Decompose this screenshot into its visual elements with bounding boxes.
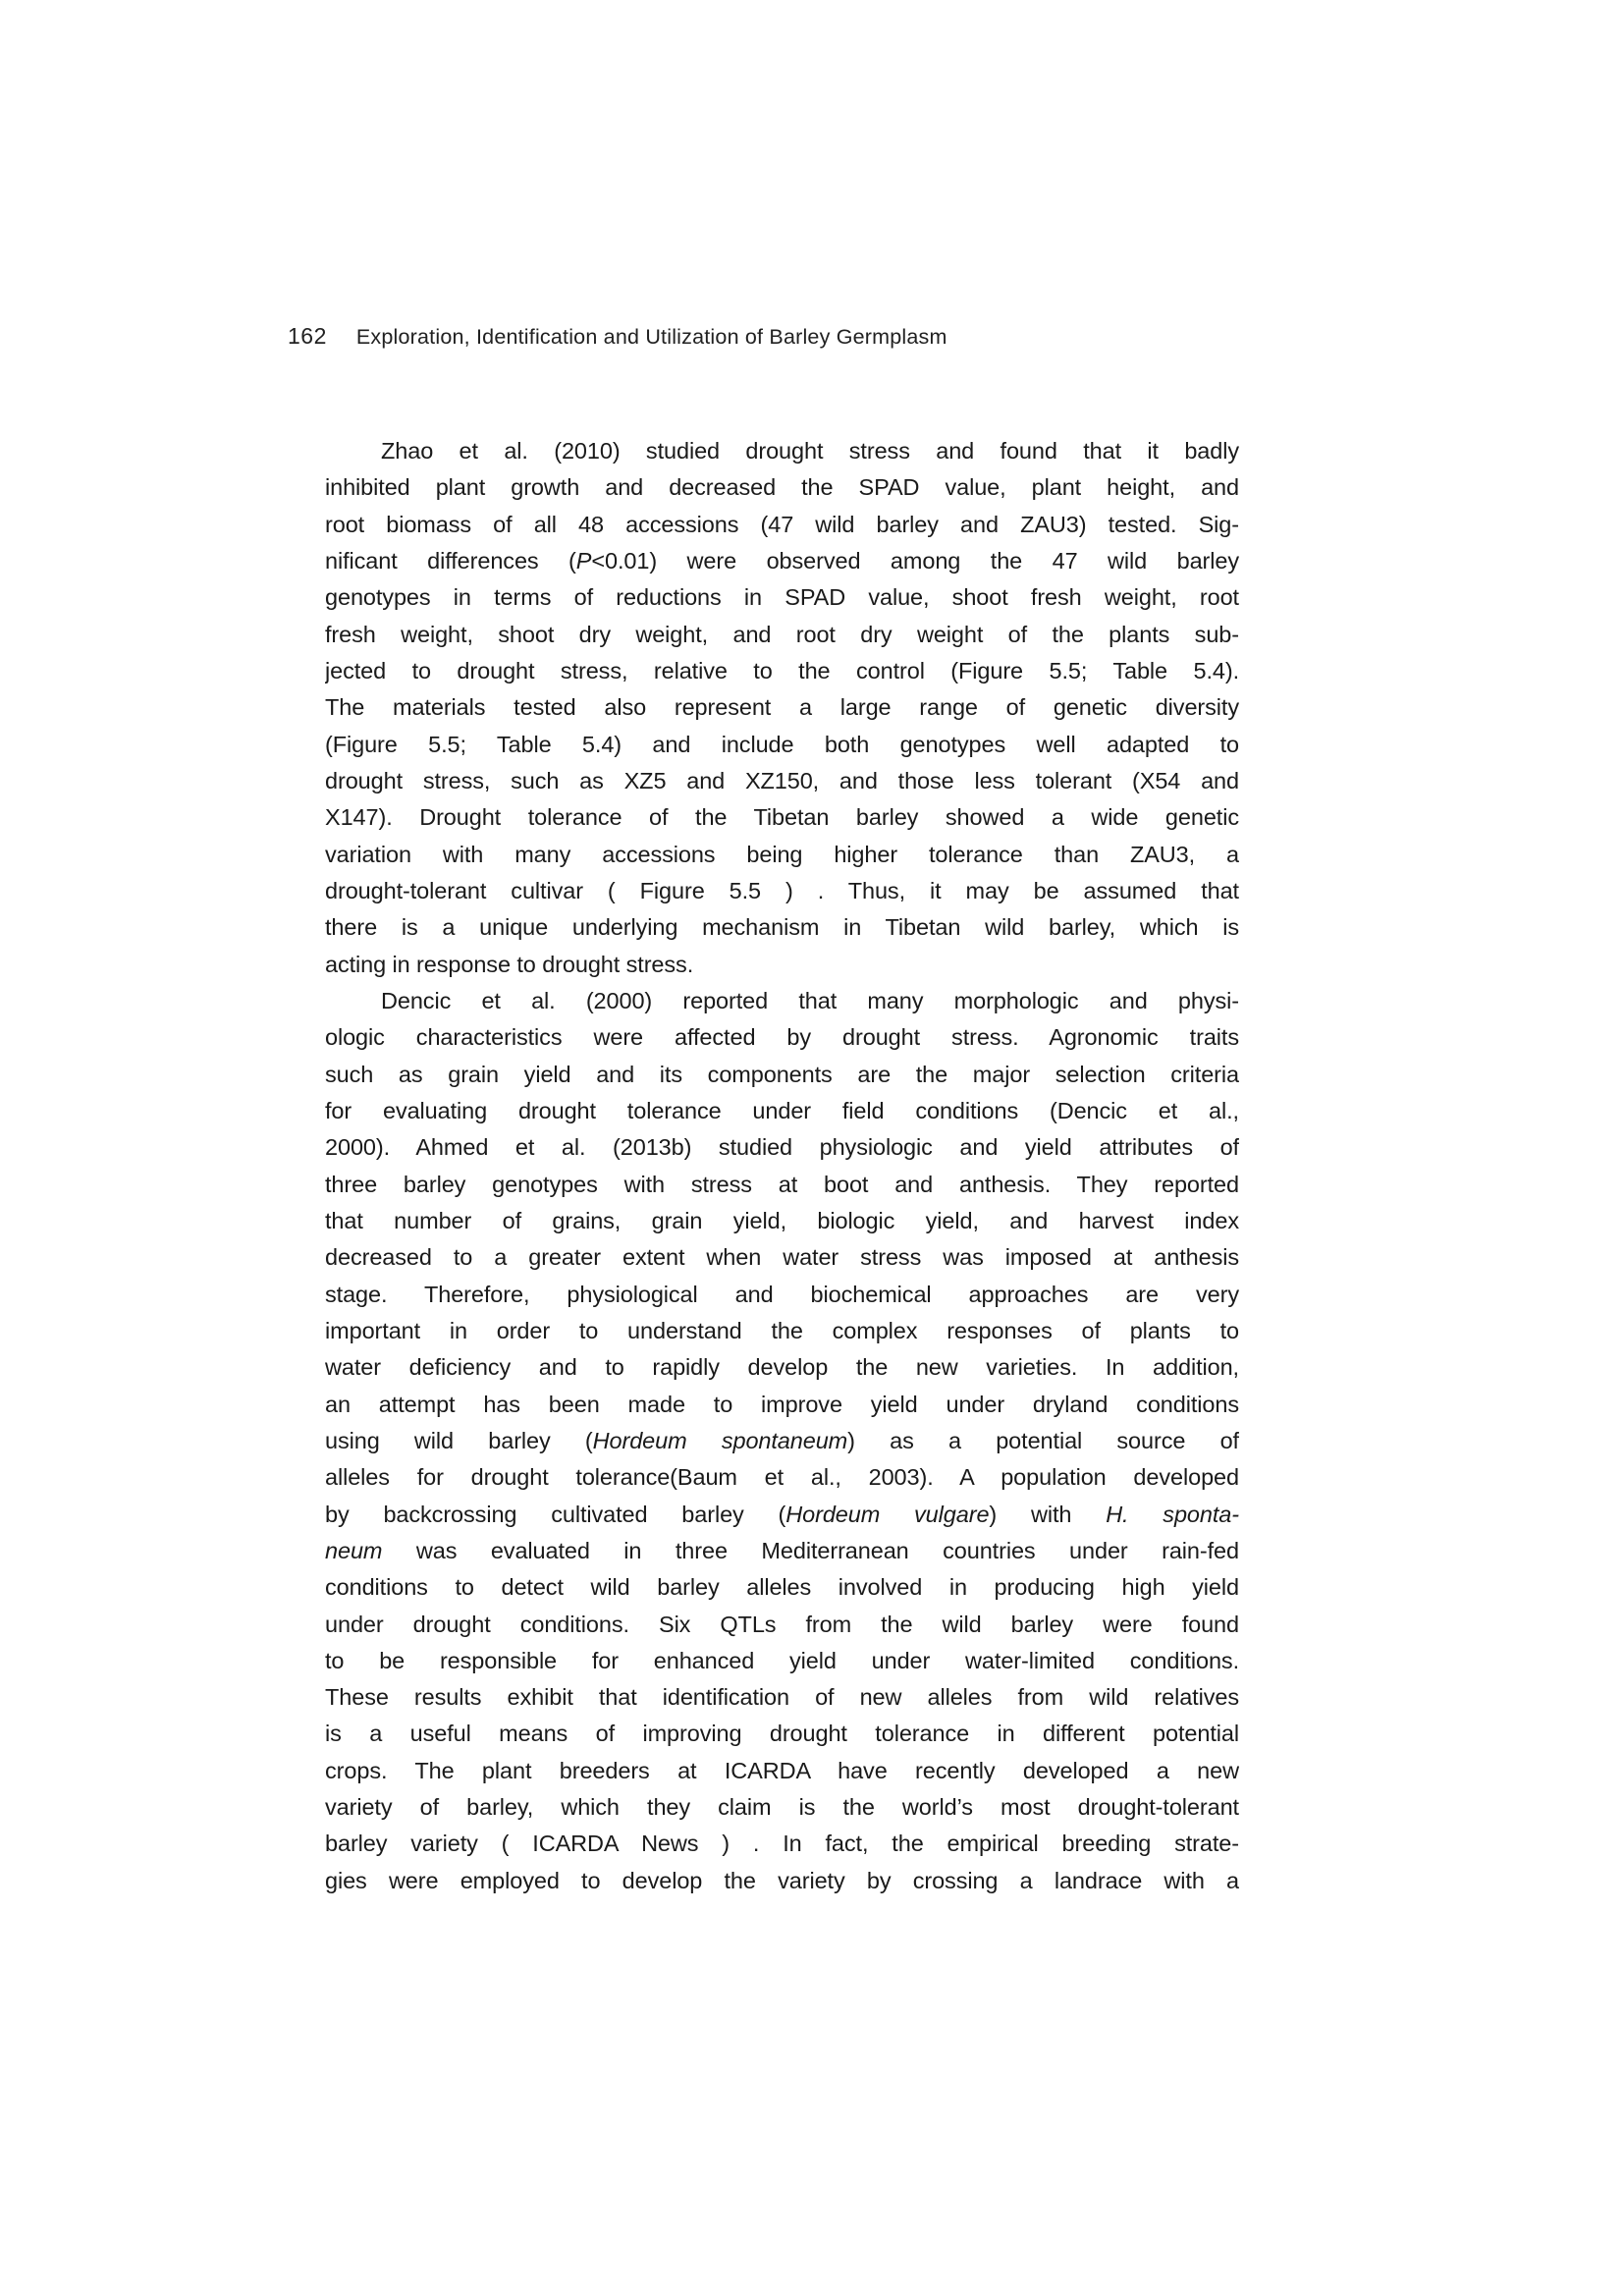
text-line [325,1239,1239,1276]
text-line [325,653,1239,689]
text-line [325,1607,1239,1643]
text-segment: (Figure 5.5; Table 5.4) and include both genotypes well adapted to [325,731,1239,757]
text-line [325,1826,1239,1862]
text-segment: fresh weight, shoot dry weight, and root dry weight of the plants sub- [325,621,1239,647]
text-segment: jected to drought stress, relative to the control (Figure 5.5; Table 5.4). [325,657,1239,683]
paragraph [325,983,1239,1899]
paragraph [325,433,1239,983]
text-segment: The materials tested also represent a large range of genetic diversity [325,694,1239,721]
text-segment: ologic characteristics were affected by drought stress. Agronomic traits [325,1024,1239,1051]
text-segment: Dencic et al. (2000) reported that many morphologic and physi- [381,987,1239,1013]
text-segment: root biomass of all 48 accessions (47 wild barley and ZAU3) tested. Sig- [325,511,1239,537]
text-segment: genotypes in terms of reductions in SPAD value, shoot fresh weight, root [325,584,1239,611]
text-line [325,1459,1239,1496]
text-segment: variation with many accessions being higher tolerance than ZAU3, a [325,841,1239,867]
text-segment: three barley genotypes with stress at boot and anthesis. They reported [325,1171,1239,1197]
text-line [325,1277,1239,1313]
text-segment: there is a unique underlying mechanism in Tibetan wild barley, which is [325,914,1239,941]
text-line [325,727,1239,763]
text-line [325,1019,1239,1056]
page-number: 162 [288,323,327,349]
body-text [325,433,1239,1899]
text-line [325,689,1239,726]
text-line [325,1349,1239,1386]
text-segment: gies were employed to develop the variety by crossing a landrace with a [325,1867,1239,1893]
text-segment: such as grain yield and its components are the major selection criteria [325,1061,1239,1087]
text-segment: crops. The plant breeders at ICARDA have recently developed a new [325,1757,1239,1783]
text-line [325,579,1239,616]
text-segment: ) as a potential source of [847,1427,1239,1453]
text-segment: Zhao et al. (2010) studied drought stress and found that it badly [381,438,1239,464]
text-line [325,1129,1239,1166]
text-line [325,909,1239,946]
text-segment: is a useful means of improving drought tolerance in different potential [325,1721,1239,1747]
text-segment: P [575,547,592,574]
text-line [325,1057,1239,1093]
text-segment: that number of grains, grain yield, biologic yield, and harvest index [325,1207,1239,1233]
text-line [325,1203,1239,1239]
text-segment: stage. Therefore, physiological and biochemical approaches are very [325,1281,1239,1307]
text-segment: decreased to a greater extent when water stress was imposed at anthesis [325,1244,1239,1271]
text-line [325,1643,1239,1679]
text-segment: neum [325,1537,383,1563]
text-line [325,947,1239,983]
text-segment: water deficiency and to rapidly develop the new varieties. In addition, [325,1354,1239,1381]
text-segment: <0.01) were observed among the 47 wild barley [591,547,1239,574]
text-line [325,1569,1239,1606]
text-line [325,837,1239,873]
text-segment: X147). Drought tolerance of the Tibetan barley showed a wide genetic [325,804,1239,831]
text-line [325,799,1239,836]
text-line [325,1679,1239,1716]
text-line [325,1093,1239,1129]
running-header [288,323,947,350]
text-segment: barley variety ( ICARDA News ) . In fact, the empirical breeding strate- [325,1831,1239,1857]
text-segment: These results exhibit that identification of new alleles from wild relatives [325,1684,1239,1711]
text-segment: under drought conditions. Six QTLs from the wild barley were found [325,1611,1239,1637]
text-segment: nificant differences ( [325,547,576,574]
text-segment: Hordeum vulgare [785,1501,990,1527]
text-line [325,469,1239,506]
text-line [325,1753,1239,1789]
text-line [325,873,1239,909]
text-line [325,983,1239,1019]
text-line [325,507,1239,543]
text-line [325,1533,1239,1569]
text-segment: was evaluated in three Mediterranean countries under rain-fed [382,1537,1239,1563]
text-segment: ) with [989,1501,1107,1527]
text-line [325,1167,1239,1203]
text-segment: for evaluating drought tolerance under field conditions (Dencic et al., [325,1097,1239,1123]
text-line [325,543,1239,579]
text-line [325,1716,1239,1752]
text-segment: inhibited plant growth and decreased the SPAD value, plant height, and [325,474,1239,501]
text-segment: drought-tolerant cultivar ( Figure 5.5 ) . Thus, it may be assumed that [325,877,1239,903]
text-segment: an attempt has been made to improve yield under dryland conditions [325,1391,1239,1417]
text-segment: acting in response to drought stress. [325,951,694,977]
text-line [325,433,1239,469]
text-line [325,1313,1239,1349]
text-line [325,1497,1239,1533]
text-line [325,763,1239,799]
running-header-title: Exploration, Identification and Utilization of Barley Germplasm [355,325,947,349]
text-segment: Hordeum spontaneum [592,1427,848,1453]
text-line [325,1863,1239,1899]
text-line [325,1789,1239,1826]
text-segment: drought stress, such as XZ5 and XZ150, and those less tolerant (X54 and [325,767,1239,793]
text-segment: by backcrossing cultivated barley ( [325,1501,786,1527]
text-segment: H. sponta- [1106,1501,1239,1527]
text-line [325,1387,1239,1423]
text-segment: 2000). Ahmed et al. (2013b) studied physiologic and yield attributes of [325,1134,1239,1161]
text-segment: alleles for drought tolerance(Baum et al., 2003). A population developed [325,1464,1239,1491]
text-segment: using wild barley ( [325,1427,593,1453]
text-segment: conditions to detect wild barley alleles involved in producing high yield [325,1574,1239,1601]
text-line [325,617,1239,653]
text-line [325,1423,1239,1459]
text-segment: variety of barley, which they claim is the world’s most drought-tolerant [325,1794,1239,1821]
text-segment: important in order to understand the complex responses of plants to [325,1317,1239,1343]
text-segment: to be responsible for enhanced yield under water-limited conditions. [325,1647,1239,1673]
